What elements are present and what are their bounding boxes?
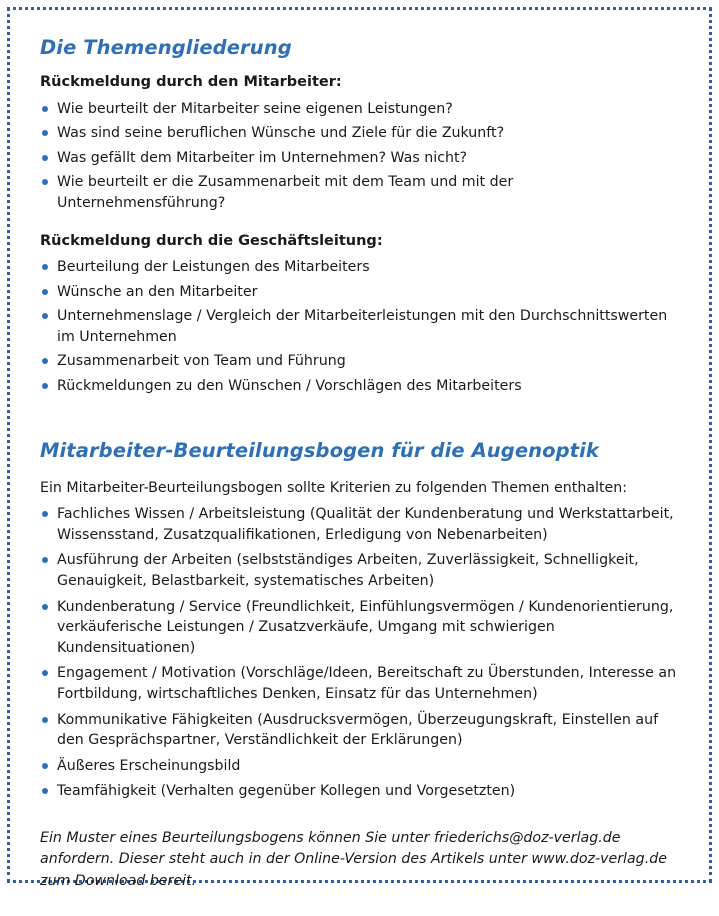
bullet-list-mitarbeiter: [40, 99, 681, 214]
list-item: Was gefällt dem Mitarbeiter im Unternehmen? Was nicht?: [40, 148, 681, 169]
list-item: Wie beurteilt er die Zusammenarbeit mit dem Team und mit der Unternehmensführung?: [40, 172, 681, 213]
list-item: Ausführung der Arbeiten (selbstständiges Arbeiten, Zuverlässigkeit, Schnelligkeit, Genauigkeit, Belastbarkeit, systematisches Arbeiten): [40, 550, 681, 591]
list-item: Kundenberatung / Service (Freundlichkeit, Einfühlungsvermögen / Kundenorientierung, verkäuferische Leistungen / Zusatzverkäufe, Umgang mit schwierigen Kundensituationen): [40, 597, 681, 659]
list-item: Beurteilung der Leistungen des Mitarbeiters: [40, 257, 681, 278]
list-item: Fachliches Wissen / Arbeitsleistung (Qualität der Kundenberatung und Werkstattarbeit, Wissensstand, Zusatzqualifikationen, Erledigung von Nebenarbeiten): [40, 504, 681, 545]
subhead-rueckmeldung-geschaeftsleitung: Rückmeldung durch die Geschäftsleitung:: [40, 232, 383, 249]
document-content: [14, 12, 705, 916]
list-item: Engagement / Motivation (Vorschläge/Ideen, Bereitschaft zu Überstunden, Interesse an Fortbildung, wirtschaftliches Denken, Einsatz für das Unternehmen): [40, 663, 681, 704]
list-item: Unternehmenslage / Vergleich der Mitarbeiterleistungen mit den Durchschnittswerten im Unternehmen: [40, 306, 681, 347]
footer-note: Ein Muster eines Beurteilungsbogens können Sie unter friederichs@doz-verlag.de anfordern. Dieser steht auch in der Online-Version des Artikels unter www.doz-verlag.de zum Download bereit.: [40, 829, 667, 889]
bullet-list-geschaeftsleitung: [40, 257, 681, 397]
section-title-beurteilungsbogen: Mitarbeiter-Beurteilungsbogen für die Augenoptik: [40, 438, 599, 462]
list-item: Rückmeldungen zu den Wünschen / Vorschlägen des Mitarbeiters: [40, 376, 681, 397]
subhead-rueckmeldung-mitarbeiter: Rückmeldung durch den Mitarbeiter:: [40, 74, 342, 90]
bullet-list-kriterien: [40, 504, 681, 802]
list-item: Wünsche an den Mitarbeiter: [40, 282, 681, 303]
list-item: Kommunikative Fähigkeiten (Ausdrucksvermögen, Überzeugungskraft, Einstellen auf den Gesprächspartner, Verständlichkeit der Erklärungen): [40, 710, 681, 751]
list-item: Wie beurteilt der Mitarbeiter seine eigenen Leistungen?: [40, 99, 681, 120]
list-item: Zusammenarbeit von Team und Führung: [40, 351, 681, 372]
section-title-themengliederung: Die Themengliederung: [40, 36, 292, 59]
intro-text-beurteilungsbogen: Ein Mitarbeiter-Beurteilungsbogen sollte Kriterien zu folgenden Themen enthalten:: [40, 479, 628, 496]
list-item: Teamfähigkeit (Verhalten gegenüber Kollegen und Vorgesetzten): [40, 781, 681, 802]
list-item: Äußeres Erscheinungsbild: [40, 756, 681, 777]
list-item: Was sind seine beruflichen Wünsche und Ziele für die Zukunft?: [40, 123, 681, 144]
